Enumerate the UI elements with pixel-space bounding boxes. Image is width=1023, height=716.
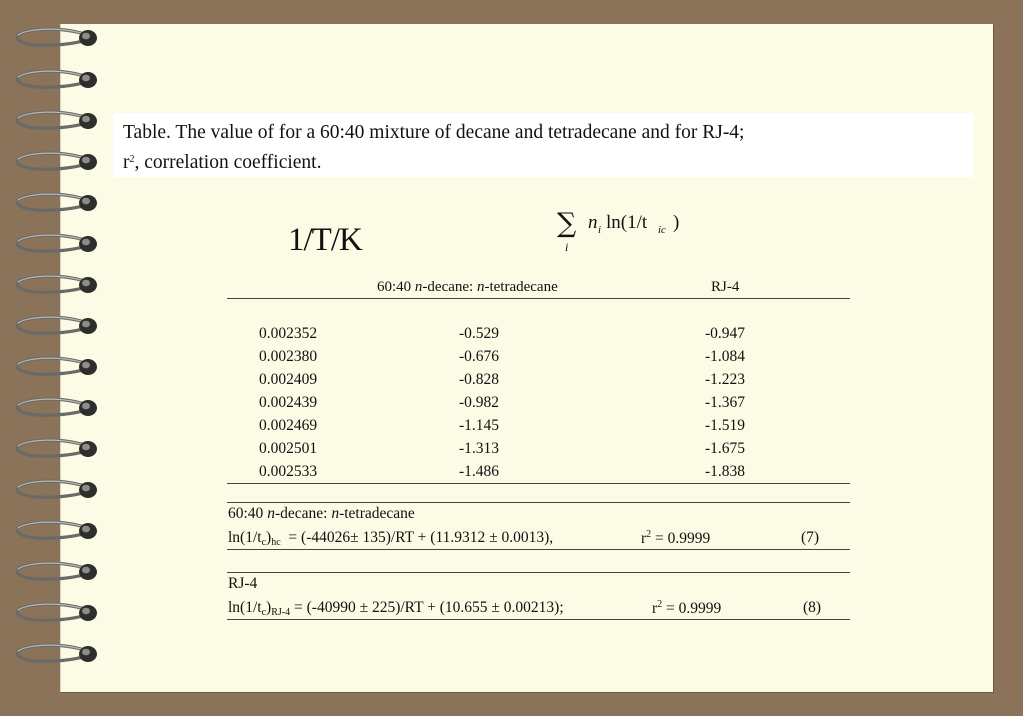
spiral-ring (14, 230, 98, 260)
eq1-bottom-rule (227, 549, 850, 550)
spiral-ring (14, 189, 98, 219)
eq1-top-rule (227, 502, 850, 503)
spiral-ring (14, 24, 98, 54)
sigma-symbol: ∑ (557, 208, 577, 239)
sum-index: i (565, 240, 569, 254)
spiral-ring (14, 558, 98, 588)
table-cell-decane: -0.529 (459, 325, 500, 342)
table-cell-rj4: -1.675 (705, 440, 746, 457)
sum-n-sub: i (598, 224, 602, 236)
sum-ic-sub: ic (658, 224, 666, 236)
eq2-number: (8) (803, 599, 822, 616)
eq1-title: 60:40 n-decane: n-tetradecane (228, 505, 415, 522)
table-cell-decane: -1.486 (459, 463, 500, 480)
spiral-ring (14, 476, 98, 506)
table-cell-rj4: -1.838 (705, 463, 746, 480)
table-cell-decane: -0.676 (459, 348, 500, 365)
table-cell-rj4: -1.367 (705, 394, 746, 411)
spiral-ring (14, 66, 98, 96)
spiral-ring (14, 271, 98, 301)
table-cell-rj4: -1.084 (705, 348, 746, 365)
table-cell-temperature: 0.002380 (259, 348, 318, 365)
spiral-ring (14, 435, 98, 465)
temperature-column-title: 1/T/K (288, 222, 362, 258)
table-cell-temperature: 0.002439 (259, 394, 318, 411)
caption-line-2: $r^2$, correlation coefficient. (123, 152, 322, 173)
spiral-ring (14, 599, 98, 629)
header-rule (227, 298, 850, 299)
table-cell-rj4: -1.519 (705, 417, 746, 434)
sum-close: ) (673, 212, 680, 233)
eq2-formula: $\ln(1/t_c)_{RJ-4} = (-40990 \pm 225)/RT + (10.655 \pm 0.00213)$; (228, 599, 564, 618)
table-cell-temperature: 0.002533 (259, 463, 318, 480)
table-cell-temperature: 0.002501 (259, 440, 318, 457)
table-cell-rj4: -1.223 (705, 371, 746, 388)
spiral-ring (14, 148, 98, 178)
table-cell-decane: -0.982 (459, 394, 500, 411)
eq2-title: RJ-4 (228, 575, 258, 592)
spiral-ring (14, 394, 98, 424)
sum-ln: ln(1/t (606, 212, 648, 233)
sum-expression (555, 206, 695, 256)
eq2-bottom-rule (227, 619, 850, 620)
table-cell-decane: -0.828 (459, 371, 500, 388)
column-header-rj4: RJ-4 (711, 279, 740, 295)
table-caption (113, 113, 974, 177)
table-cell-decane: -1.313 (459, 440, 500, 457)
table-cell-temperature: 0.002469 (259, 417, 318, 434)
column-header-decane: 60:40 n-decane: n-tetradecane (377, 279, 558, 295)
table-cell-temperature: 0.002352 (259, 325, 318, 342)
spiral-ring (14, 353, 98, 383)
eq1-number: (7) (801, 529, 820, 546)
spiral-ring (14, 312, 98, 342)
table-bottom-rule (227, 483, 850, 484)
eq1-formula: $\ln(1/t_c)_{hc} = (-44026\pm 135)/RT + (11.9312 \pm 0.0013)$, (228, 529, 554, 548)
sum-n: n (588, 212, 598, 233)
spiral-ring (14, 640, 98, 670)
spiral-ring (14, 517, 98, 547)
eq2-top-rule (227, 572, 850, 573)
eq1-r2: $r^2 = 0.9999$ (641, 529, 711, 547)
table-cell-temperature: 0.002409 (259, 371, 318, 388)
table-cell-decane: -1.145 (459, 417, 500, 434)
spiral-ring (14, 107, 98, 137)
caption-line-1: Table. The value of for a 60:40 mixture of decane and tetradecane and for RJ-4; (123, 122, 745, 143)
table-cell-rj4: -0.947 (705, 325, 746, 342)
eq2-r2: $r^2 = 0.9999$ (652, 599, 722, 617)
